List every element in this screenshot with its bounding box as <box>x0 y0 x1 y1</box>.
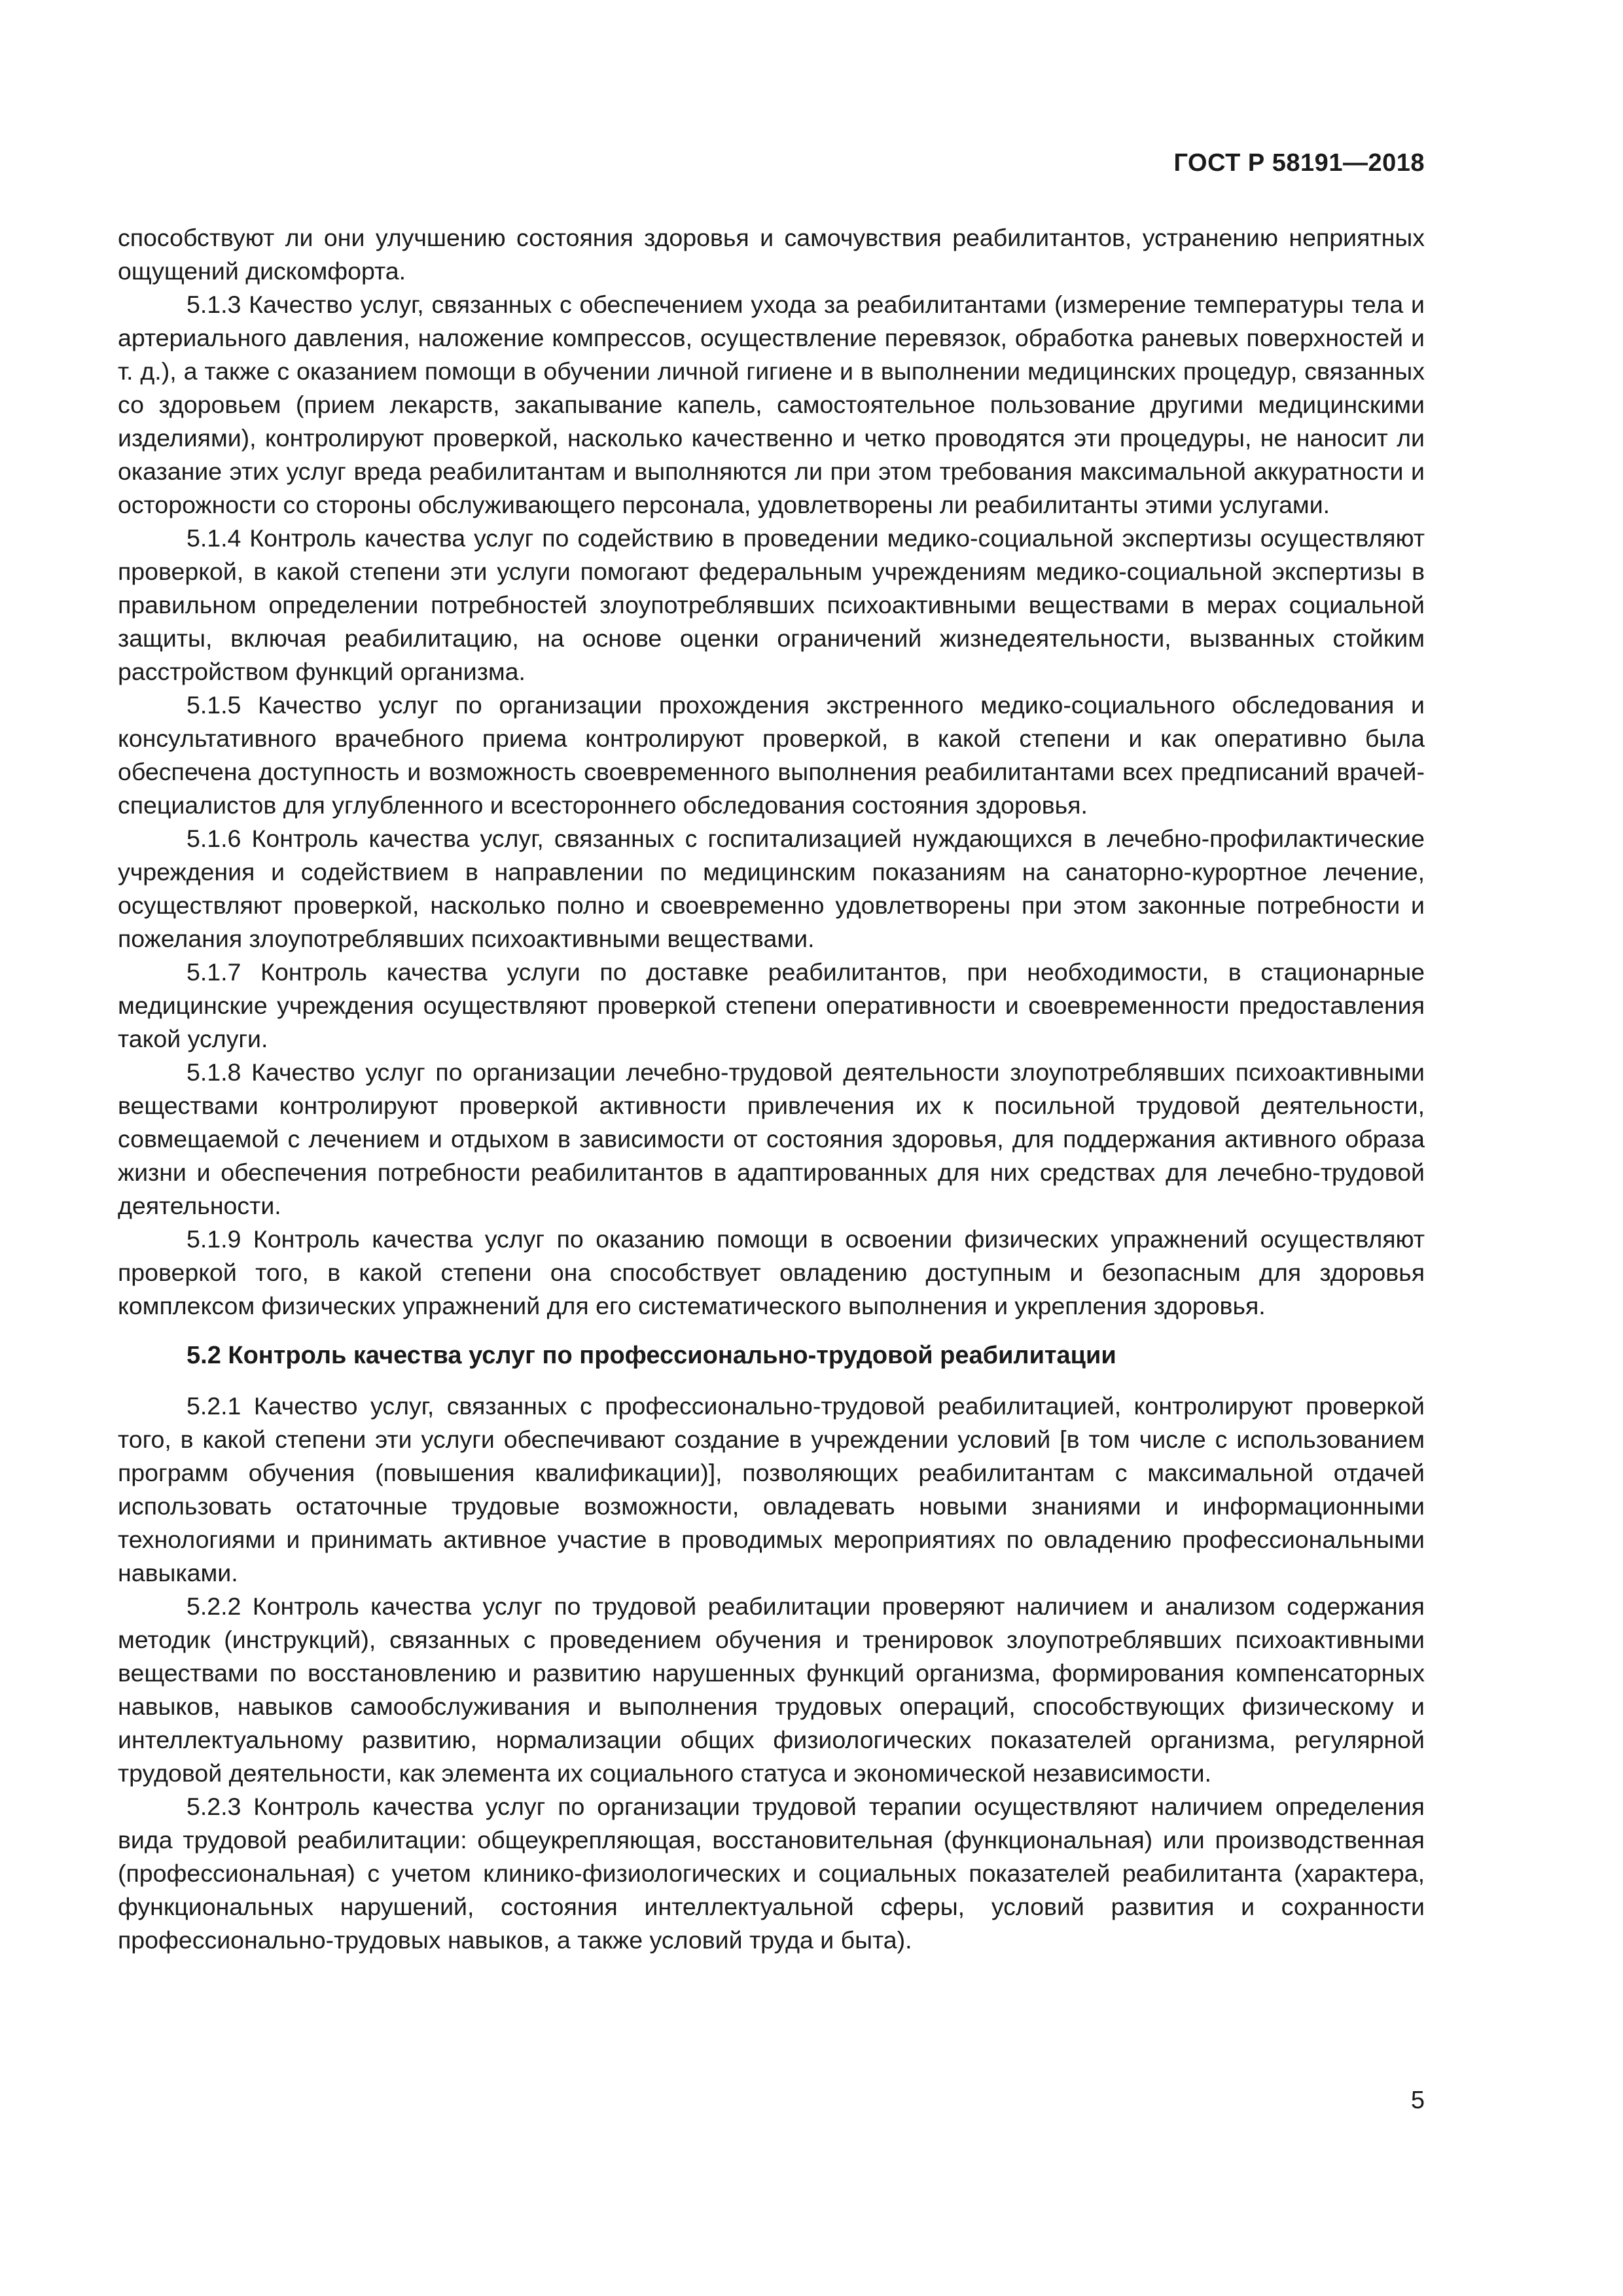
clause-5-1-7: 5.1.7 Контроль качества услуги по доставке реабилитантов, при необходимости, в стационарные медицинские учреждения осуществляют проверкой степени оперативности и своевременности предоставления такой услуги. <box>118 958 1425 1052</box>
clause-5-2-2: 5.2.2 Контроль качества услуг по трудовой реабилитации проверяют наличием и анализом содержания методик (инструкций), связанных с проведением обучения и тренировок злоупотреблявших психоактивными веществами по восстановлению и развитию нарушенных функций организма, формирования компенсаторных навыков, навыков самообслуживания и выполнения трудовых операций, способствующих физическому и интеллектуальному развитию, нормализации общих физиологических показателей организма, регулярной трудовой деятельности, как элемента их социального статуса и экономической независимости. <box>118 1592 1425 1787</box>
clause-5-2-3: 5.2.3 Контроль качества услуг по организации трудовой терапии осуществляют наличием определения вида трудовой реабилитации: общеукрепляющая, восстановительная (функциональная) или производственная (профессиональная) с учетом клинико-физиологических и социальных показателей реабилитанта (характера, функциональных нарушений, состояния интеллектуальной сферы, условий развития и сохранности профессионально-трудовых навыков, а также условий труда и быта). <box>118 1793 1425 1954</box>
clause-5-1-5: 5.1.5 Качество услуг по организации прохождения экстренного медико-социального обследования и консультативного врачебного приема контролируют проверкой, в какой степени и как оперативно была обеспечена доступность и возможность своевременного выполнения реабилитантами всех предписаний врачей-специалистов для углубленного и всестороннего обследования состояния здоровья. <box>118 691 1425 819</box>
document-body <box>118 221 1425 1957</box>
clause-5-1-3: 5.1.3 Качество услуг, связанных с обеспечением ухода за реабилитантами (измерение температуры тела и артериального давления, наложение компрессов, осуществление перевязок, обработка раневых поверхностей и т. д.), а также с оказанием помощи в обучении личной гигиене и в выполнении медицинских процедур, связанных со здоровьем (прием лекарств, закапывание капель, самостоятельное пользование другими медицинскими изделиями), контролируют проверкой, насколько качественно и четко проводятся эти процедуры, не наносит ли оказание этих услуг вреда реабилитантам и выполняются ли при этом требования максимальной аккуратности и осторожности со стороны обслуживающего персонала, удовлетворены ли реабилитанты этими услугами. <box>118 291 1425 518</box>
standard-designation: ГОСТ Р 58191—2018 <box>1173 149 1425 177</box>
clause-5-1-9: 5.1.9 Контроль качества услуг по оказанию помощи в освоении физических упражнений осуществляют проверкой того, в какой степени она способствует овладению доступным и безопасным для здоровья комплексом физических упражнений для его систематического выполнения и укрепления здоровья. <box>118 1225 1425 1319</box>
section-heading-5-2: 5.2 Контроль качества услуг по профессионально-трудовой реабилитации <box>187 1342 1116 1369</box>
clause-5-1-4: 5.1.4 Контроль качества услуг по содействию в проведении медико-социальной экспертизы осуществляют проверкой, в какой степени эти услуги помогают федеральным учреждениям медико-социальной экспертизы в правильном определении потребностей злоупотреблявших психоактивными веществами в мерах социальной защиты, включая реабилитацию, на основе оценки ограничений жизнедеятельности, вызванных стойким расстройством функций организма. <box>118 524 1425 685</box>
clause-5-1-6: 5.1.6 Контроль качества услуг, связанных с госпитализацией нуждающихся в лечебно-профилактические учреждения и содействием в направлении по медицинским показаниям на санаторно-курортное лечение, осуществляют проверкой, насколько полно и своевременно удовлетворены при этом законные потребности и пожелания злоупотреблявших психоактивными веществами. <box>118 825 1425 952</box>
page-number: 5 <box>1410 2087 1425 2114</box>
clause-5-2-1: 5.2.1 Качество услуг, связанных с профессионально-трудовой реабилитацией, контролируют проверкой того, в какой степени эти услуги обеспечивают создание в учреждении условий [в том числе с использованием программ обучения (повышения квалификации)], позволяющих реабилитантам с максимальной отдачей использовать остаточные трудовые возможности, овладевать новыми знаниями и информационными технологиями и принимать активное участие в проводимых мероприятиях по овладению профессиональными навыками. <box>118 1392 1425 1587</box>
paragraph-continuation: способствуют ли они улучшению состояния здоровья и самочувствия реабилитантов, устранению неприятных ощущений дискомфорта. <box>118 224 1425 285</box>
clause-5-1-8: 5.1.8 Качество услуг по организации лечебно-трудовой деятельности злоупотреблявших психоактивными веществами контролируют проверкой активности привлечения их к посильной трудовой деятельности, совмещаемой с лечением и отдыхом в зависимости от состояния здоровья, для поддержания активного образа жизни и обеспечения потребности реабилитантов в адаптированных для них средствах для лечебно-трудовой деятельности. <box>118 1058 1425 1219</box>
